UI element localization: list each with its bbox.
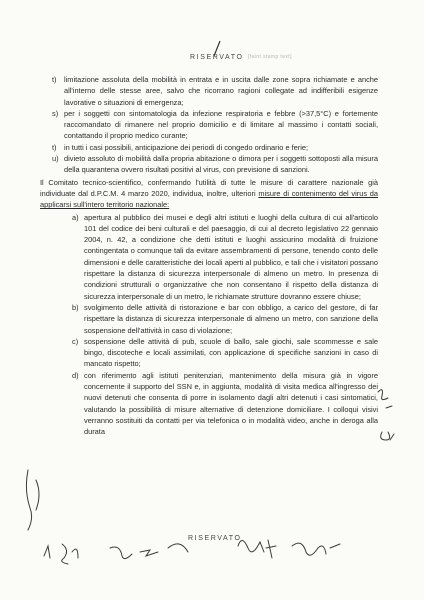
list-item-marker: t) (52, 142, 57, 152)
list-item-marker: a) (72, 212, 79, 222)
signature-6 (238, 540, 264, 552)
list-item-text: con riferimento agli istituti penitenziari, mantenimento della misura già in vigore concernente il supporto del SSN e, in aggiunta, modalità di visita medica all'ingresso dei nuovi detenuti che consenta di porre in isolamento dagli altri detenuti i casi sintomatici, valutando la possibilità di misure alternative di detenzione domiciliare. I colloqui visivi verranno sostituiti da contatti per via telefonica o in modalità video, anche in deroga alla durata (84, 370, 378, 437)
document-body (40, 74, 380, 438)
left-margin-squiggle-2 (36, 480, 39, 510)
list-item (72, 302, 378, 336)
list-item-text: in tutti i casi possibili, anticipazione dei periodi di congedo ordinario e ferie; (64, 142, 309, 152)
footer-classification-label: RISERVATO (188, 535, 242, 542)
list-item-marker: c) (72, 336, 79, 346)
list-item-marker: s) (52, 108, 59, 118)
list-item (72, 336, 378, 370)
left-margin-squiggle-1 (26, 470, 31, 530)
margin-mark-2 (381, 432, 390, 440)
list-item (52, 74, 378, 108)
list-item-text: sospensione delle attività di pub, scuole di ballo, sale giochi, sale scommesse e sale bingo, discoteche e locali assimilati, con applicazione di specifiche sanzioni in caso di mancato rispetto; (84, 336, 378, 369)
list-item-text: per i soggetti con sintomatologia da infezione respiratoria e febbre (>37,5°C) e fortemente raccomandato di rimanere nel proprio domicilio e di limitare al massimo i contatti sociali, contattando il proprio medico curante; (64, 108, 378, 141)
list-item-text: divieto assoluto di mobilità dalla propria abitazione o dimora per i soggetti sottoposti alla misura della quarantena ovvero risultati positivi al virus, con previsione di sanzioni. (64, 154, 378, 175)
measures-list-top (40, 74, 380, 176)
signature-1 (44, 546, 50, 558)
header-classification-label: RISERVATO (190, 54, 244, 61)
signature-3 (110, 547, 132, 559)
signature-9 (330, 544, 340, 548)
signature-2b (72, 549, 78, 558)
signature-5 (168, 544, 188, 552)
list-item (52, 153, 378, 176)
list-item-marker: b) (72, 302, 79, 312)
paragraph-lead-text: Il Comitato tecnico-scientifico, confermando l'utilità di tutte le misure di carattere nazionale già individuate dal d.P.C.M. 4 marzo 2020, individua, inoltre, ulteriori (40, 177, 378, 198)
signature-7 (266, 540, 276, 558)
list-item-marker: d) (72, 370, 79, 380)
header-stamp: [faint stamp text] (248, 54, 292, 60)
list-item (52, 108, 378, 142)
signature-2 (62, 544, 68, 564)
measures-list-national (40, 212, 380, 438)
paragraph-underlined-text: misure di contenimento del virus da applicarsi sull'intero territorio nazionale: (40, 188, 378, 210)
list-item (72, 212, 378, 302)
list-item-marker: u) (52, 154, 59, 164)
list-item-marker: t) (52, 75, 57, 84)
committee-paragraph (40, 177, 378, 211)
list-item (72, 370, 378, 438)
list-item-text: limitazione assoluta della mobilità in entrata e in uscita dalle zone sopra richiamate e anche all'interno delle stesse aree, salvo che ricorrano ragioni collegate ad indifferibili esigenze lavorative o situazioni di emergenza; (64, 75, 378, 107)
list-item-text: svolgimento delle attività di ristorazione e bar con obbligo, a carico del gestore, di far rispettare la distanza di sicurezza interpersonale di almeno un metro, con sanzione della sospensione dell'attività in caso di violazione; (84, 302, 378, 335)
margin-mark-2b (390, 434, 394, 440)
list-item-text: apertura al pubblico dei musei e degli altri istituti e luoghi della cultura di cui all'articolo 101 del codice dei beni culturali e del paesaggio, di cui al decreto legislativo 22 gennaio 2004, n. 42, a condizione che detti istituti e luoghi assicurino modalità di fruizione contingentata o comunque tali da evitare assembramenti di persone, tenendo conto delle dimensioni e delle caratteristiche dei locali aperti al pubblico, e tali che i visitatori possano rispettare la distanza di sicurezza interpersonale di almeno un metro. In presenza di condizioni strutturali o organizzative che non consentano il rispetto della distanza di sicurezza interpersonale di un metro, le richiamate strutture dovranno essere chiuse; (84, 212, 378, 301)
margin-mark-1b (386, 406, 392, 408)
list-item (52, 142, 378, 153)
signature-4 (140, 550, 158, 556)
signature-8 (292, 543, 326, 555)
